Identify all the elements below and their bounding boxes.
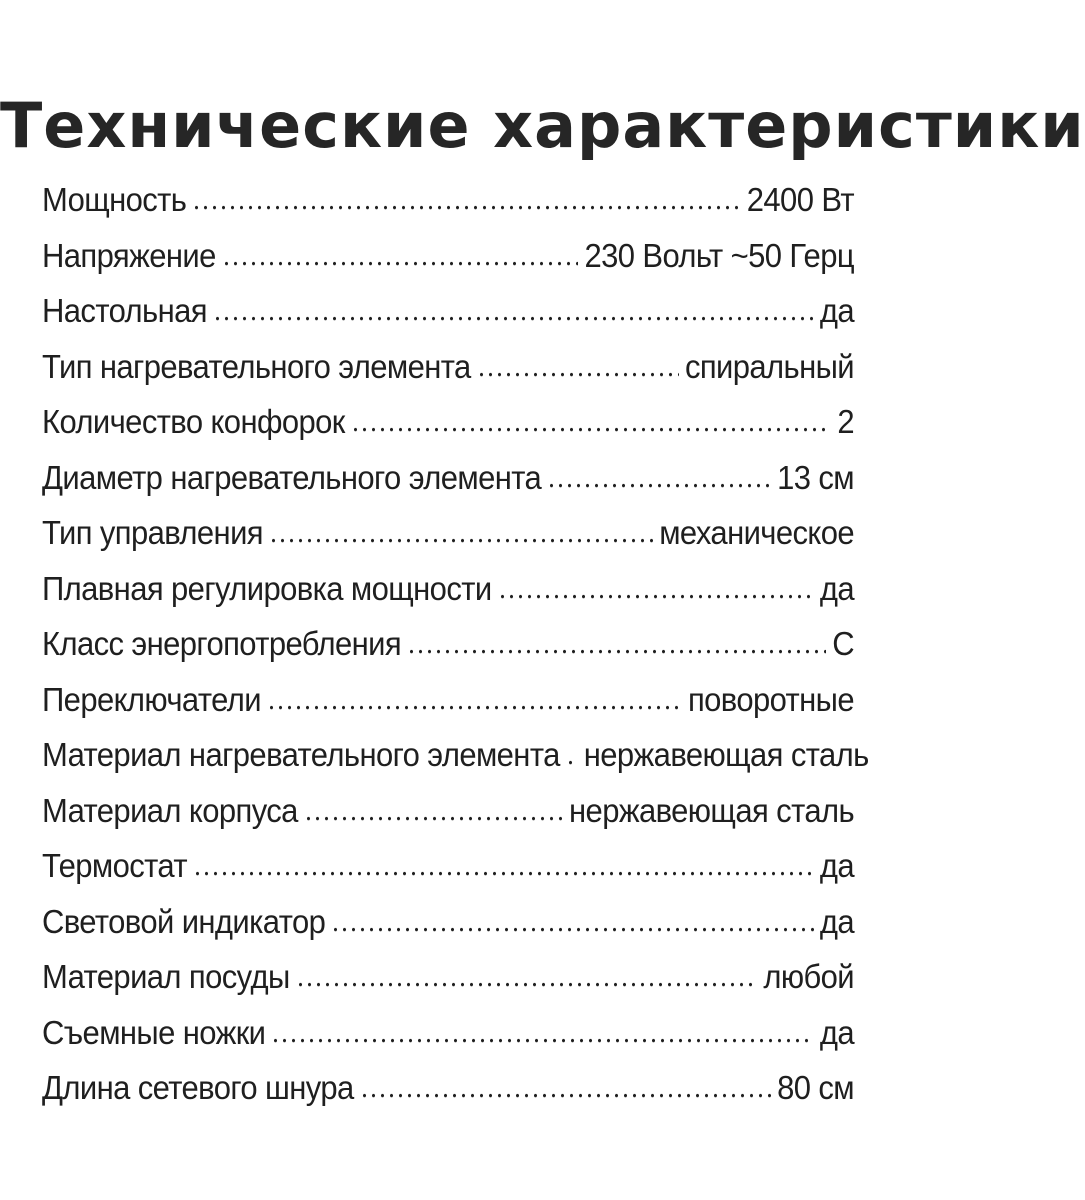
spec-value: 230 Вольт ~50 Герц bbox=[584, 236, 854, 274]
spec-row bbox=[42, 503, 854, 563]
spec-value: спиральный bbox=[684, 347, 854, 385]
dot-leader bbox=[296, 982, 758, 986]
dot-leader bbox=[269, 538, 653, 542]
spec-value: поворотные bbox=[687, 680, 854, 718]
spec-row bbox=[42, 447, 854, 507]
spec-label: Переключатели bbox=[42, 680, 261, 718]
dot-leader bbox=[407, 649, 826, 653]
spec-value: да bbox=[819, 1013, 854, 1051]
spec-label: Тип управления bbox=[42, 513, 263, 552]
spec-row bbox=[42, 1002, 854, 1062]
spec-label: Материал нагревательного элемента bbox=[42, 735, 560, 774]
spec-label: Настольная bbox=[42, 291, 207, 330]
spec-row bbox=[42, 225, 854, 285]
spec-value: да bbox=[819, 291, 854, 330]
spec-value: да bbox=[819, 902, 854, 940]
dot-leader bbox=[192, 205, 740, 209]
spec-value: 2400 Вт bbox=[746, 180, 854, 219]
spec-label: Плавная регулировка мощности bbox=[42, 569, 492, 607]
spec-label: Съемные ножки bbox=[42, 1013, 266, 1051]
dot-leader bbox=[360, 1093, 771, 1097]
spec-value: 2 bbox=[837, 402, 854, 441]
dot-leader bbox=[477, 372, 679, 376]
dot-leader bbox=[193, 871, 814, 875]
spec-list bbox=[42, 172, 869, 1116]
spec-row bbox=[42, 1058, 854, 1118]
spec-label: Длина сетевого шнура bbox=[42, 1068, 354, 1107]
spec-row bbox=[42, 392, 854, 452]
dot-leader bbox=[331, 927, 814, 931]
dot-leader bbox=[566, 760, 578, 764]
spec-value: 13 см bbox=[777, 458, 854, 496]
dot-leader bbox=[304, 816, 563, 820]
spec-value: да bbox=[819, 846, 854, 885]
spec-label: Диаметр нагревательного элемента bbox=[42, 458, 542, 496]
spec-row bbox=[42, 947, 854, 1007]
spec-label: Термостат bbox=[42, 846, 187, 885]
spec-value: 80 см bbox=[777, 1068, 854, 1107]
spec-label: Материал посуды bbox=[42, 957, 290, 996]
spec-row bbox=[42, 780, 854, 840]
spec-row bbox=[42, 669, 854, 729]
spec-value: С bbox=[832, 624, 854, 663]
dot-leader bbox=[222, 261, 579, 265]
dot-leader bbox=[267, 705, 682, 709]
spec-label: Материал корпуса bbox=[42, 791, 298, 829]
dot-leader bbox=[498, 594, 814, 598]
dot-leader bbox=[351, 427, 832, 431]
dot-leader bbox=[271, 1038, 813, 1042]
spec-value: нержавеющая сталь bbox=[583, 735, 869, 774]
spec-row bbox=[42, 281, 854, 341]
spec-value: нержавеющая сталь bbox=[569, 791, 854, 829]
spec-label: Мощность bbox=[42, 180, 187, 219]
spec-label: Напряжение bbox=[42, 236, 216, 274]
spec-value: да bbox=[819, 569, 854, 607]
dot-leader bbox=[213, 316, 814, 320]
spec-value: механическое bbox=[659, 513, 854, 552]
spec-label: Количество конфорок bbox=[42, 402, 345, 441]
spec-row bbox=[42, 614, 854, 674]
spec-row bbox=[42, 336, 854, 396]
spec-label: Тип нагревательного элемента bbox=[42, 347, 471, 385]
spec-label: Световой индикатор bbox=[42, 902, 326, 940]
spec-value: любой bbox=[763, 957, 854, 996]
spec-row bbox=[42, 891, 854, 951]
spec-row bbox=[42, 558, 854, 618]
spec-row bbox=[42, 170, 854, 230]
page-title: Технические характеристики bbox=[0, 88, 1085, 162]
spec-row bbox=[42, 836, 854, 896]
spec-label: Класс энергопотребления bbox=[42, 624, 402, 663]
spec-row bbox=[42, 725, 869, 785]
dot-leader bbox=[547, 483, 771, 487]
